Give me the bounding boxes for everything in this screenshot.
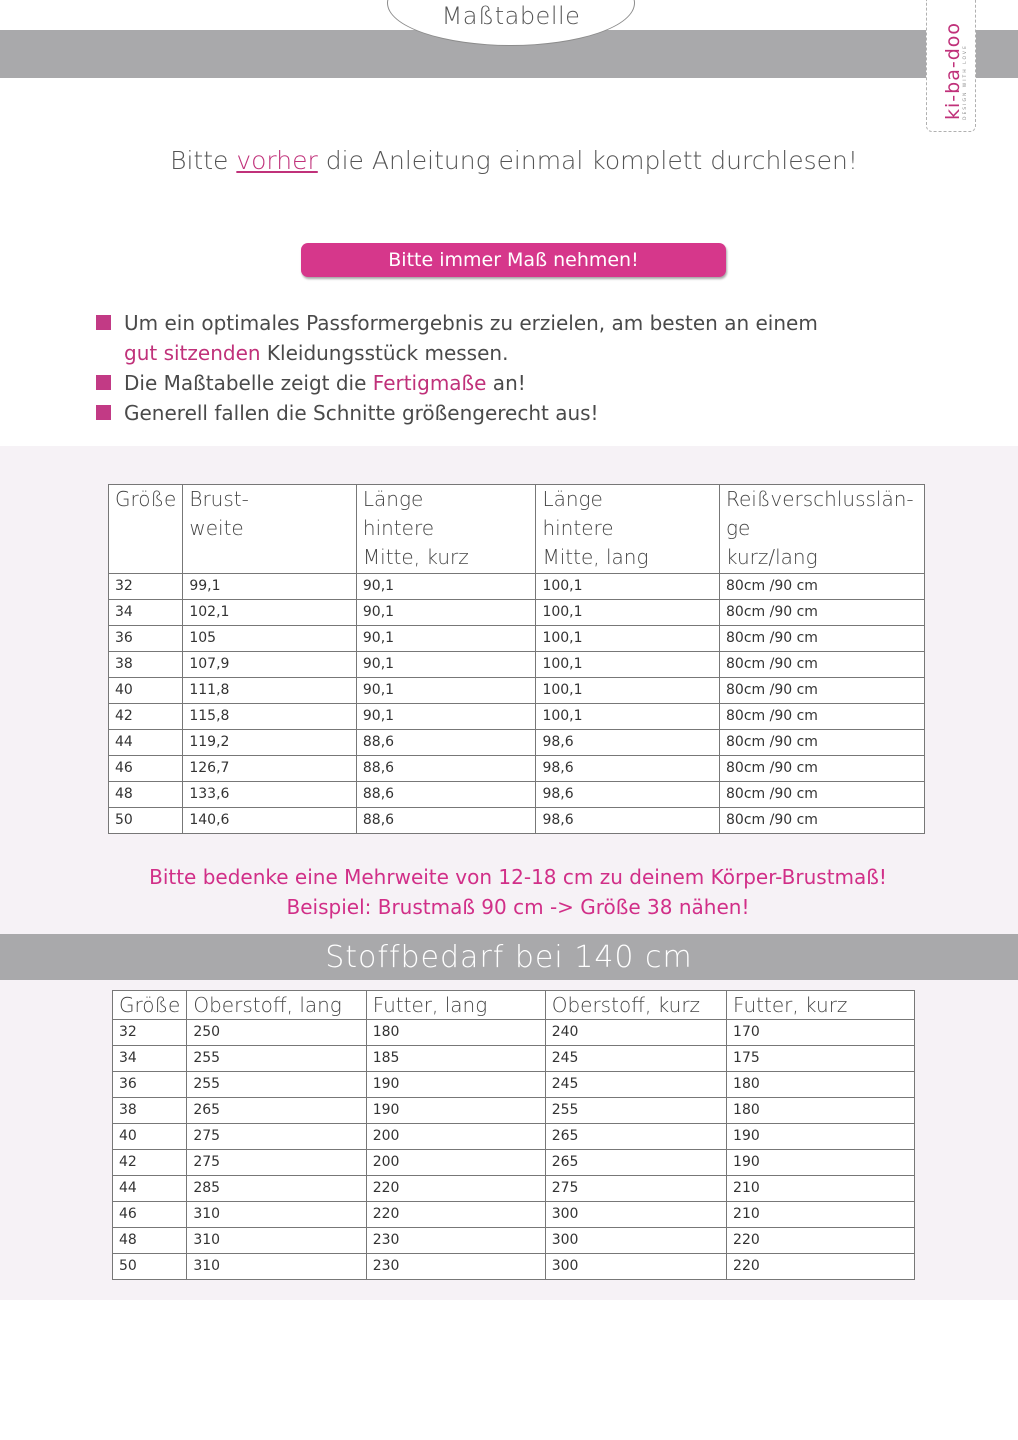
table-header-cell: Futter, lang (366, 991, 545, 1020)
table-cell: 80cm /90 cm (720, 626, 925, 652)
table-cell: 220 (366, 1176, 545, 1202)
table-row (109, 600, 925, 626)
header-line: hintere (362, 516, 435, 540)
table-cell: 100,1 (536, 652, 720, 678)
intro-highlight: vorher (236, 146, 318, 175)
header-line: Mitte, kurz (362, 545, 469, 569)
table-cell: 240 (545, 1020, 726, 1046)
table-cell: 88,6 (356, 730, 536, 756)
table-cell: 40 (109, 678, 183, 704)
table-cell: 310 (187, 1254, 366, 1280)
table-cell: 180 (366, 1020, 545, 1046)
header-line: weite (189, 516, 244, 540)
page-title: Maßtabelle (441, 2, 581, 30)
bullet-item-1 (96, 308, 856, 338)
table-row (113, 1020, 915, 1046)
table-cell: 250 (187, 1020, 366, 1046)
intro-before: Bitte (170, 146, 237, 175)
table-cell: 275 (187, 1150, 366, 1176)
bullet-text: Generell fallen die Schnitte größengerecht aus! (124, 401, 599, 425)
table-row (109, 626, 925, 652)
table-header-cell (109, 485, 183, 574)
table-cell: 185 (366, 1046, 545, 1072)
table-cell: 42 (109, 704, 183, 730)
table-cell: 100,1 (536, 600, 720, 626)
table-cell: 100,1 (536, 704, 720, 730)
header-line: hintere (542, 516, 614, 540)
table-header-row (109, 485, 925, 574)
table-cell: 80cm /90 cm (720, 652, 925, 678)
table-cell: 265 (545, 1124, 726, 1150)
table-cell: 310 (187, 1202, 366, 1228)
table-header-cell (536, 485, 720, 574)
table-cell: 80cm /90 cm (720, 756, 925, 782)
table-cell: 46 (113, 1202, 187, 1228)
header-line: Reißverschlusslän- (726, 487, 914, 511)
header-line: kurz/lang (726, 545, 818, 569)
table-cell: 34 (109, 600, 183, 626)
table-cell: 200 (366, 1150, 545, 1176)
table-header-row (113, 991, 915, 1020)
intro-after: die Anleitung einmal komplett durchlesen! (317, 146, 858, 175)
table-cell: 180 (727, 1098, 915, 1124)
bullet-highlight: gut sitzenden (124, 341, 261, 365)
table-cell: 88,6 (356, 756, 536, 782)
table-cell: 98,6 (536, 730, 720, 756)
brand-logo: ki-ba-doo (942, 21, 964, 120)
table-cell: 111,8 (183, 678, 357, 704)
header-line: Mitte, lang (542, 545, 649, 569)
table-cell: 34 (113, 1046, 187, 1072)
table-cell: 115,8 (183, 704, 357, 730)
header-line: ge (726, 516, 751, 540)
table-header-cell: Oberstoff, kurz (545, 991, 726, 1020)
table-cell: 90,1 (356, 704, 536, 730)
table-cell: 140,6 (183, 808, 357, 834)
table-cell: 80cm /90 cm (720, 808, 925, 834)
table-cell: 107,9 (183, 652, 357, 678)
ease-note-line2: Beispiel: Brustmaß 90 cm -> Größe 38 nähen! (286, 895, 750, 919)
table-row (109, 652, 925, 678)
table-cell: 50 (113, 1254, 187, 1280)
table-row (109, 782, 925, 808)
table-cell: 98,6 (536, 782, 720, 808)
fabric-table (112, 990, 915, 1280)
table-cell: 220 (366, 1202, 545, 1228)
bullet-item-2 (96, 368, 856, 398)
table-cell: 80cm /90 cm (720, 730, 925, 756)
table-cell: 220 (727, 1228, 915, 1254)
table-cell: 105 (183, 626, 357, 652)
header-line: Größe (115, 487, 177, 511)
measure-pill: Bitte immer Maß nehmen! (301, 243, 726, 277)
table-row (113, 1176, 915, 1202)
header-line: Länge (362, 487, 424, 511)
fabric-title: Stoffbedarf bei 140 cm (325, 940, 693, 975)
table-cell: 32 (113, 1020, 187, 1046)
table-cell: 48 (109, 782, 183, 808)
table-cell: 255 (545, 1098, 726, 1124)
table-cell: 133,6 (183, 782, 357, 808)
table-cell: 310 (187, 1228, 366, 1254)
table-cell: 255 (187, 1072, 366, 1098)
table-cell: 100,1 (536, 626, 720, 652)
bullet-text: Die Maßtabelle zeigt die (124, 371, 373, 395)
brand-tagline: DESIGN WITH LOVE (963, 44, 968, 120)
table-cell: 50 (109, 808, 183, 834)
table-row (113, 1228, 915, 1254)
table-cell: 230 (366, 1228, 545, 1254)
bullet-text: Um ein optimales Passformergebnis zu erzielen, am besten an einem (124, 311, 818, 335)
table-cell: 190 (727, 1124, 915, 1150)
table-cell: 88,6 (356, 782, 536, 808)
table-cell: 300 (545, 1228, 726, 1254)
table-row (109, 678, 925, 704)
table-cell: 42 (113, 1150, 187, 1176)
intro-text (0, 146, 1018, 175)
table-cell: 100,1 (536, 574, 720, 600)
table-cell: 220 (727, 1254, 915, 1280)
table-cell: 102,1 (183, 600, 357, 626)
bullet-list (96, 308, 856, 428)
table-row (109, 704, 925, 730)
table-cell: 48 (113, 1228, 187, 1254)
ease-note-line1: Bitte bedenke eine Mehrweite von 12-18 cm zu deinem Körper-Brustmaß! (149, 865, 887, 889)
table-header-cell (183, 485, 357, 574)
table-cell: 90,1 (356, 600, 536, 626)
table-row (109, 574, 925, 600)
table-cell: 230 (366, 1254, 545, 1280)
table-cell: 90,1 (356, 652, 536, 678)
ease-note (0, 862, 1018, 922)
header-line: Brust- (189, 487, 249, 511)
table-row (113, 1046, 915, 1072)
bullet-text: an! (486, 371, 526, 395)
table-cell: 40 (113, 1124, 187, 1150)
table-cell: 80cm /90 cm (720, 704, 925, 730)
table-cell: 36 (109, 626, 183, 652)
bullet-item-3 (96, 398, 856, 428)
table-cell: 80cm /90 cm (720, 574, 925, 600)
table-cell: 98,6 (536, 808, 720, 834)
table-cell: 300 (545, 1202, 726, 1228)
table-row (113, 1254, 915, 1280)
table-cell: 98,6 (536, 756, 720, 782)
table-cell: 210 (727, 1176, 915, 1202)
table-cell: 99,1 (183, 574, 357, 600)
table-header-cell: Futter, kurz (727, 991, 915, 1020)
table-cell: 245 (545, 1072, 726, 1098)
table-header-cell (720, 485, 925, 574)
table-row (113, 1150, 915, 1176)
table-cell: 126,7 (183, 756, 357, 782)
table-cell: 32 (109, 574, 183, 600)
table-cell: 300 (545, 1254, 726, 1280)
table-cell: 80cm /90 cm (720, 678, 925, 704)
table-header-cell: Oberstoff, lang (187, 991, 366, 1020)
table-cell: 44 (113, 1176, 187, 1202)
table-row (109, 730, 925, 756)
table-cell: 245 (545, 1046, 726, 1072)
bullet-square-icon (96, 375, 111, 390)
table-row (109, 808, 925, 834)
table-cell: 100,1 (536, 678, 720, 704)
bullet-text: Kleidungsstück messen. (260, 341, 509, 365)
table-cell: 265 (545, 1150, 726, 1176)
table-cell: 275 (187, 1124, 366, 1150)
table-cell: 119,2 (183, 730, 357, 756)
header-line: Länge (542, 487, 603, 511)
table-cell: 180 (727, 1072, 915, 1098)
bullet-item-1-cont (96, 338, 856, 368)
size-table (108, 484, 925, 834)
table-cell: 255 (187, 1046, 366, 1072)
table-cell: 36 (113, 1072, 187, 1098)
table-cell: 170 (727, 1020, 915, 1046)
bullet-highlight: Fertigmaße (372, 371, 487, 395)
table-row (113, 1098, 915, 1124)
table-cell: 90,1 (356, 678, 536, 704)
table-row (113, 1072, 915, 1098)
table-cell: 44 (109, 730, 183, 756)
table-cell: 88,6 (356, 808, 536, 834)
table-cell: 38 (113, 1098, 187, 1124)
table-header-cell (356, 485, 536, 574)
table-cell: 190 (366, 1098, 545, 1124)
table-cell: 80cm /90 cm (720, 782, 925, 808)
table-cell: 190 (366, 1072, 545, 1098)
table-cell: 190 (727, 1150, 915, 1176)
table-cell: 265 (187, 1098, 366, 1124)
table-row (109, 756, 925, 782)
table-cell: 46 (109, 756, 183, 782)
table-header-cell: Größe (113, 991, 187, 1020)
table-cell: 210 (727, 1202, 915, 1228)
table-cell: 90,1 (356, 626, 536, 652)
table-row (113, 1202, 915, 1228)
table-cell: 175 (727, 1046, 915, 1072)
table-row (113, 1124, 915, 1150)
table-cell: 38 (109, 652, 183, 678)
bullet-square-icon (96, 405, 111, 420)
table-cell: 80cm /90 cm (720, 600, 925, 626)
table-cell: 275 (545, 1176, 726, 1202)
table-cell: 285 (187, 1176, 366, 1202)
table-cell: 90,1 (356, 574, 536, 600)
table-cell: 200 (366, 1124, 545, 1150)
bullet-square-icon (96, 315, 111, 330)
